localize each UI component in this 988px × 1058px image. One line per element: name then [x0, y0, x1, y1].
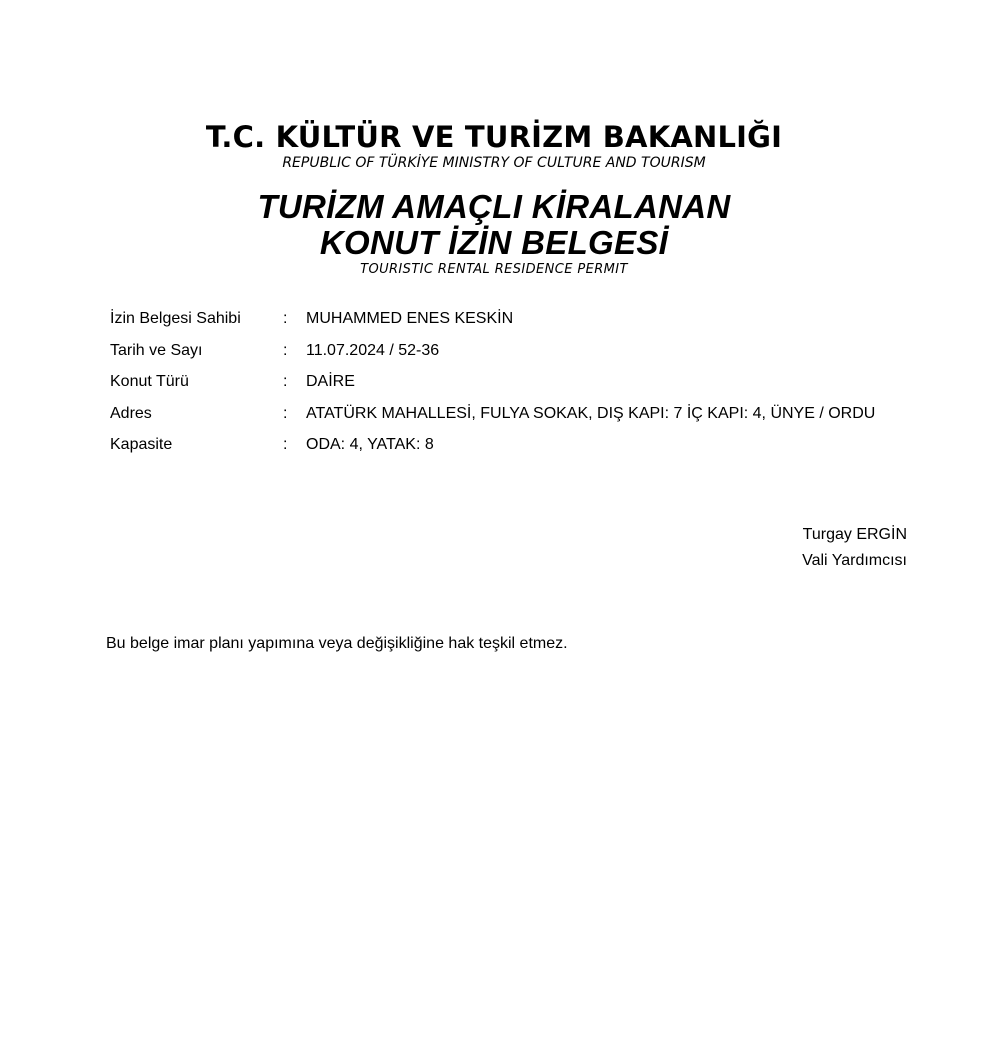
detail-label: İzin Belgesi Sahibi — [110, 310, 241, 327]
detail-row-date-number — [110, 342, 930, 374]
detail-value: 11.07.2024 / 52-36 — [306, 341, 440, 359]
detail-value: MUHAMMED ENES KESKİN — [306, 310, 514, 327]
detail-row-owner — [110, 310, 930, 342]
detail-row-capacity — [110, 436, 930, 468]
detail-separator: : — [283, 436, 288, 454]
permit-details-table — [110, 310, 930, 468]
detail-value: DAİRE — [306, 373, 355, 391]
footer-note: Bu belge imar planı yapımına veya değişikliğine hak teşkil etmez. — [106, 635, 568, 652]
ministry-subtitle: REPUBLIC OF TÜRKİYE MINISTRY OF CULTURE AND TOURISM — [282, 155, 706, 171]
permit-title-line-2: KONUT İZİN BELGESİ — [319, 224, 669, 261]
signatory-name: Turgay ERGİN — [802, 526, 907, 543]
detail-separator: : — [283, 373, 288, 391]
signature-block — [802, 522, 907, 574]
ministry-title: T.C. KÜLTÜR VE TURİZM BAKANLIĞI — [205, 120, 783, 154]
permit-title-line-1: TURİZM AMAÇLI KİRALANAN — [257, 188, 731, 225]
detail-row-residence-type — [110, 373, 930, 405]
detail-separator: : — [283, 310, 288, 327]
permit-subtitle: TOURISTIC RENTAL RESIDENCE PERMIT — [360, 262, 628, 277]
detail-label: Konut Türü — [110, 373, 189, 391]
signatory-title: Vali Yardımcısı — [802, 552, 907, 569]
detail-separator: : — [283, 341, 288, 359]
detail-separator: : — [283, 404, 288, 422]
detail-row-address — [110, 405, 930, 437]
detail-label: Adres — [110, 404, 152, 422]
detail-value: ATATÜRK MAHALLESİ, FULYA SOKAK, DIŞ KAPI: 7 İÇ KAPI: 4, ÜNYE / ORDU — [306, 404, 876, 422]
detail-label: Tarih ve Sayı — [110, 341, 203, 359]
detail-label: Kapasite — [110, 436, 173, 454]
detail-value: ODA: 4, YATAK: 8 — [306, 436, 434, 454]
